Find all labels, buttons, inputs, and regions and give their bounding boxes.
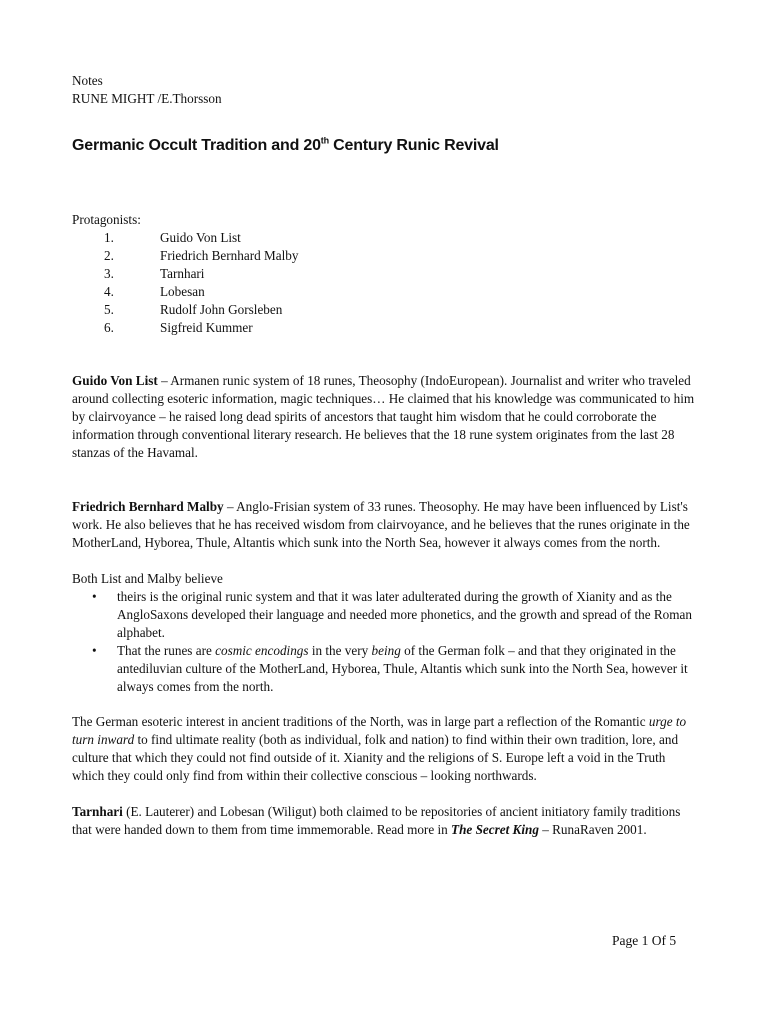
list-number: 2. — [104, 248, 114, 263]
esoteric-paragraph — [72, 713, 700, 785]
list-item — [72, 642, 700, 696]
paragraph-heading: Tarnhari — [72, 804, 123, 819]
beliefs-list — [72, 588, 700, 696]
list-item — [72, 229, 700, 247]
emphasis-text: cosmic encodings — [215, 643, 309, 658]
protagonist-name: Friedrich Bernhard Malby — [160, 248, 299, 263]
page-number: Page 1 Of 5 — [612, 933, 677, 948]
list-item — [72, 588, 700, 642]
protagonist-name: Lobesan — [160, 284, 205, 299]
protagonists-list — [72, 229, 700, 337]
title-rest: Century Runic Revival — [328, 137, 499, 154]
source-line: RUNE MIGHT /E.Thorsson — [72, 91, 222, 106]
list-number: 1. — [104, 230, 114, 245]
protagonist-name: Tarnhari — [160, 266, 205, 281]
list-item — [72, 283, 700, 301]
protagonist-name: Guido Von List — [160, 230, 241, 245]
protagonist-name: Sigfreid Kummer — [160, 320, 253, 335]
tarnhari-paragraph — [72, 803, 700, 839]
list-number: 4. — [104, 284, 114, 299]
paragraph-text: to find ultimate reality (both as individual, folk and nation) to find within their own tradition, lore, and culture that which they could not find outside of it. Xianity and the religions of S. Europe left a void in the Truth which they could only find from within their collective conscious – looking northwards. — [72, 732, 679, 783]
notes-label: Notes — [72, 73, 103, 88]
title-superscript: th — [320, 135, 329, 146]
list-number: 5. — [104, 302, 114, 317]
paragraph-heading: Friedrich Bernhard Malby — [72, 499, 224, 514]
paragraph-text: – Armanen runic system of 18 runes, Theosophy (IndoEuropean). Journalist and writer who traveled around collecting esoteric information, magic techniques… He claimed that his knowledge was communicated to him by clairvoyance – he raised long dead spirits of ancestors that taught him wisdom that he could corroborate the information through conventional literary research. He believes that the 18 rune system originates from the last 28 stanzas of the Havamal. — [72, 373, 695, 460]
emphasis-text: urge to turn inward — [72, 714, 687, 747]
list-item — [72, 247, 700, 265]
bullet-icon: • — [92, 589, 97, 604]
paragraph-text: – RunaRaven 2001. — [538, 822, 647, 837]
list-item — [72, 319, 700, 337]
malby-paragraph — [72, 498, 700, 552]
bullet-text: That the runes are — [117, 643, 216, 658]
protagonists-label: Protagonists: — [72, 212, 141, 227]
book-title: The Secret King — [451, 822, 539, 837]
paragraph-heading: Guido Von List — [72, 373, 158, 388]
list-item — [72, 265, 700, 283]
document-title — [72, 136, 700, 156]
paragraph-text: The German esoteric interest in ancient traditions of the North, was in large part a reflection of the Romantic — [72, 714, 649, 729]
bullet-text: theirs is the original runic system and that it was later adulterated during the growth of Xianity and as the AngloSaxons developed their language and needed more phonetics, and the growth and spread of the Roman alphabet. — [117, 589, 692, 640]
title-main: Germanic Occult Tradition and 20 — [72, 137, 321, 154]
protagonist-name: Rudolf John Gorsleben — [160, 302, 283, 317]
document-page — [72, 72, 700, 839]
guido-von-list-paragraph — [72, 372, 700, 462]
emphasis-text: being — [371, 643, 401, 658]
bullet-text: in the very — [308, 643, 372, 658]
bullet-text: of the German folk – and that they originated in the antediluvian culture of the MotherLand, Hyborea, Thule, Altantis which sunk into the North Sea, however it always comes from the north. — [117, 643, 688, 694]
paragraph-text: – Anglo-Frisian system of 33 runes. Theosophy. He may have been influenced by List's work. He also believes that he has received wisdom from clairvoyance, and he believes that the runes originate in the MotherLand, Hyborea, Thule, Altantis which sunk into the North Sea, however it always comes from the north. — [72, 499, 690, 550]
bullet-icon: • — [92, 643, 97, 658]
paragraph-text: (E. Lauterer) and Lobesan (Wiligut) both claimed to be repositories of ancient initiatory family traditions that were handed down to them from time immemorable. Read more in — [72, 804, 681, 837]
both-believe-label: Both List and Malby believe — [72, 571, 223, 586]
list-item — [72, 301, 700, 319]
list-number: 6. — [104, 320, 114, 335]
list-number: 3. — [104, 266, 114, 281]
